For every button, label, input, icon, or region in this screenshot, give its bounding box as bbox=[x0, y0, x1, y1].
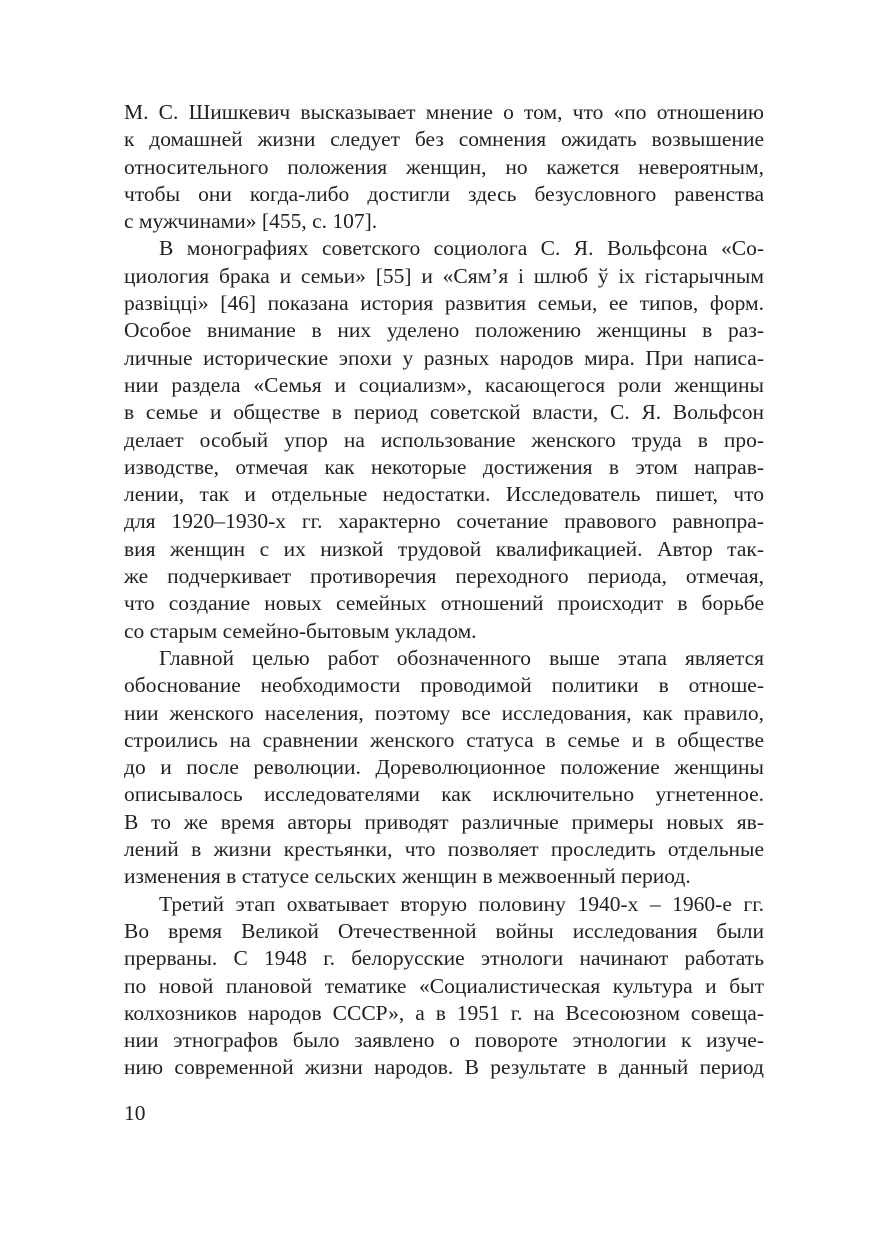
text-line: нии женского населения, поэтому все исследования, как правило, bbox=[124, 700, 764, 725]
text-line: лений в жизни крестьянки, что позволяет проследить отдельные bbox=[124, 837, 764, 862]
text-line: лении, так и отдельные недостатки. Исследователь пишет, что bbox=[124, 482, 764, 507]
text-line: в семье и обществе в период советской власти, С. Я. Вольфсон bbox=[124, 400, 764, 425]
text-line: изменения в статусе сельских женщин в межвоенный период. bbox=[124, 864, 691, 889]
text-line: что создание новых семейных отношений происходит в борьбе bbox=[124, 591, 764, 616]
text-line: строились на сравнении женского статуса в семье и в обществе bbox=[124, 727, 764, 752]
body-text bbox=[124, 99, 764, 1082]
page-number: 10 bbox=[124, 1101, 146, 1125]
text-line: прерваны. С 1948 г. белорусские этнологи начинают работать bbox=[124, 946, 764, 971]
text-line: к домашней жизни следует без сомнения ожидать возвышение bbox=[124, 127, 764, 152]
text-line: циология брака и семьи» [55] и «Сям’я і шлюб ў іх гістарычным bbox=[124, 263, 764, 288]
text-line: нии раздела «Семья и социализм», касающегося роли женщины bbox=[124, 372, 764, 397]
text-line: М. С. Шишкевич высказывает мнение о том, что «по отношению bbox=[124, 100, 764, 124]
text-line: Главной целью работ обозначенного выше этапа является bbox=[159, 645, 764, 670]
text-line: с мужчинами» [455, с. 107]. bbox=[124, 209, 378, 234]
text-line: вия женщин с их низкой трудовой квалификацией. Автор так- bbox=[124, 536, 764, 561]
text-line: изводстве, отмечая как некоторые достижения в этом направ- bbox=[124, 454, 764, 479]
text-line: чтобы они когда-либо достигли здесь безусловного равенства bbox=[124, 181, 764, 206]
text-line: Третий этап охватывает вторую половину 1940-х – 1960-е гг. bbox=[159, 891, 764, 916]
paragraph bbox=[124, 99, 764, 235]
text-line: развіцці» [46] показана история развития семьи, ее типов, форм. bbox=[124, 291, 764, 316]
text-line: Особое внимание в них уделено положению женщины в раз- bbox=[124, 318, 764, 343]
text-line: описывалось исследователями как исключительно угнетенное. bbox=[124, 782, 764, 807]
text-line: нии этнографов было заявлено о повороте этнологии к изуче- bbox=[124, 1028, 764, 1053]
text-line: В то же время авторы приводят различные примеры новых яв- bbox=[124, 809, 764, 834]
text-line: обоснование необходимости проводимой политики в отноше- bbox=[124, 673, 764, 698]
paragraph bbox=[124, 235, 764, 644]
text-line: нию современной жизни народов. В результате в данный период bbox=[124, 1055, 764, 1080]
paragraph bbox=[124, 645, 764, 891]
text-line: В монографиях советского социолога С. Я. Вольфсона «Со- bbox=[159, 236, 764, 261]
text-line: относительного положения женщин, но кажется невероятным, bbox=[124, 154, 764, 179]
text-line: колхозников народов СССР», а в 1951 г. на Всесоюзном совеща- bbox=[124, 1000, 764, 1025]
text-line: до и после революции. Дореволюционное положение женщины bbox=[124, 755, 764, 780]
text-line: по новой плановой тематике «Социалистическая культура и быт bbox=[124, 973, 764, 998]
text-line: личные исторические эпохи у разных народов мира. При написа- bbox=[124, 345, 764, 370]
text-line: для 1920–1930-х гг. характерно сочетание правового равнопра- bbox=[124, 509, 764, 534]
text-line: со старым семейно-бытовым укладом. bbox=[124, 618, 477, 643]
text-line: же подчеркивает противоречия переходного периода, отмечая, bbox=[124, 564, 764, 589]
text-line: делает особый упор на использование женского труда в про- bbox=[124, 427, 764, 452]
text-line: Во время Великой Отечественной войны исследования были bbox=[124, 918, 764, 943]
paragraph bbox=[124, 891, 764, 1082]
